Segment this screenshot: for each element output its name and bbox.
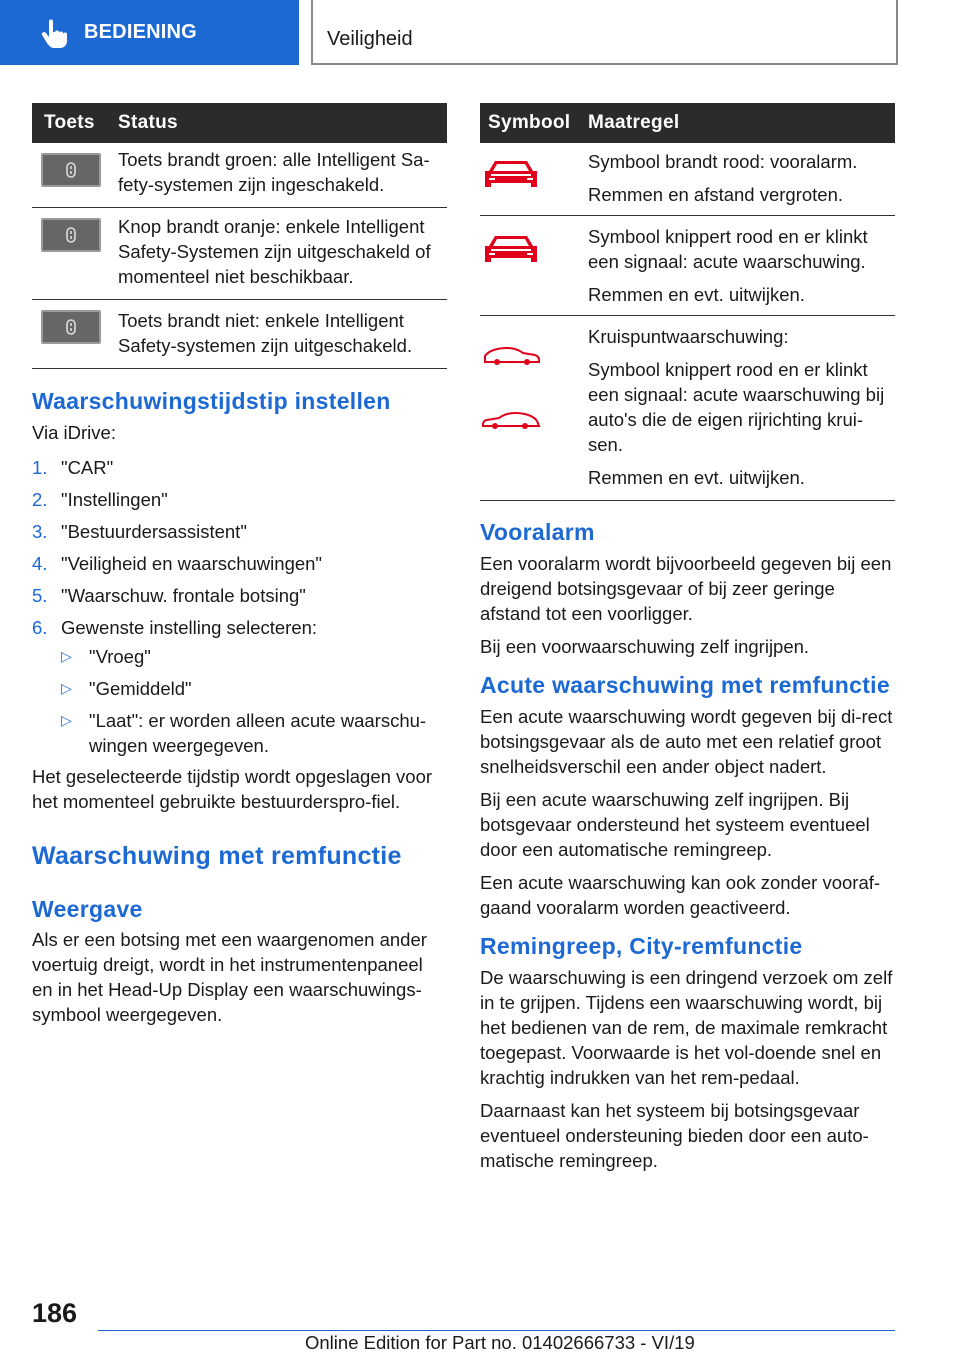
list-item: 6. Gewenste instelling selecteren: ▷ "Vroeg" ▷ "Gemiddeld" ▷ "Laat": er worden alleen acute waarschu-wingen weergegeven. <box>32 615 447 758</box>
intelligent-safety-button-icon <box>41 218 101 252</box>
section-tab <box>0 0 299 65</box>
right-column <box>480 519 895 1173</box>
hand-pointer-icon <box>34 13 74 53</box>
table-header-maatregel: Maatregel <box>587 103 895 143</box>
edition-text: Online Edition for Part no. 01402666733 - VI/19 <box>305 1332 695 1353</box>
table-row <box>480 143 895 216</box>
measure-line: Remmen en afstand vergroten. <box>588 184 844 205</box>
crossing-traffic-icon <box>481 338 541 438</box>
status-text: Toets brandt groen: alle Intelligent Sa-fety-systemen zijn ingeschakeld. <box>117 143 447 208</box>
measure-line: Symbool knippert rood en er klinkt een signaal: acute waarschuwing bij auto's die de eigen rijrichting krui-sen. <box>588 359 885 455</box>
heading-acute-warning: Acute waarschuwing met remfunctie <box>480 672 890 698</box>
measure-line: Kruispuntwaarschuwing: <box>588 326 789 347</box>
status-text: Toets brandt niet: enkele Intelligent Safety-systemen zijn uitgeschakeld. <box>117 300 447 369</box>
table-header-toets: Toets <box>32 103 117 143</box>
measure-line: Symbool brandt rood: vooralarm. <box>588 151 858 172</box>
heading-city-brake: Remingreep, City-remfunctie <box>480 933 803 959</box>
heading-prealarm: Vooralarm <box>480 519 595 545</box>
list-item: 5. "Waarschuw. frontale botsing" <box>32 585 306 606</box>
status-table <box>32 103 447 369</box>
table-header-symbool: Symbool <box>480 103 587 143</box>
heading-brake-warning: Waarschuwing met remfunctie <box>32 842 402 870</box>
symbol-table <box>480 103 895 501</box>
saved-note: Het geselecteerde tijdstip wordt opgeslagen voor het momenteel gebruikte bestuurderspro-fiel. <box>32 766 433 812</box>
table-row <box>32 208 447 300</box>
intelligent-safety-button-icon <box>41 153 101 187</box>
table-row <box>480 316 895 501</box>
table-row <box>32 143 447 208</box>
via-idrive: Via iDrive: <box>32 422 116 443</box>
chapter-title: Veiligheid <box>327 28 413 50</box>
measure-line: Symbool knippert rood en er klinkt een signaal: acute waarschuwing. <box>588 226 868 272</box>
intelligent-safety-button-icon <box>41 310 101 344</box>
left-column <box>32 388 447 1027</box>
acute-text: Een acute waarschuwing kan ook zonder vooraf-gaand vooralarm worden geactiveerd. <box>480 872 881 918</box>
city-text: De waarschuwing is een dringend verzoek om zelf in te grijpen. Tijdens een waarschuwing wordt, bij het bedienen van de rem, de maximale remkracht toegepast. Voorwaarde is het vol-doende snel en krachtig indrukken van het rem-pedaal. <box>480 967 893 1088</box>
list-item: 4. "Veiligheid en waarschuwingen" <box>32 553 322 574</box>
triangle-bullet-icon: ▷ <box>61 648 72 664</box>
table-row <box>480 216 895 316</box>
chapter-header <box>311 0 898 65</box>
option-item: ▷ "Gemiddeld" <box>61 678 192 699</box>
city-text: Daarnaast kan het systeem bij botsingsgevaar eventueel ondersteuning bieden door een auto-matische remingreep. <box>480 1100 869 1171</box>
option-list <box>61 644 447 758</box>
heading-display: Weergave <box>32 896 143 922</box>
section-label: BEDIENING <box>84 21 197 43</box>
option-item: ▷ "Vroeg" <box>61 646 151 667</box>
list-item: 1. "CAR" <box>32 457 114 478</box>
table-row <box>32 300 447 369</box>
prealarm-text: Een vooralarm wordt bijvoorbeeld gegeven bij een dreigend botsingsgevaar of bij zeer geringe afstand tot een voorligger. <box>480 553 892 624</box>
option-item: ▷ "Laat": er worden alleen acute waarschu-wingen weergegeven. <box>61 710 427 756</box>
car-warning-icon <box>481 157 541 191</box>
triangle-bullet-icon: ▷ <box>61 712 72 728</box>
display-text: Als er een botsing met een waargenomen ander voertuig dreigt, wordt in het instrumentenpaneel en in het Head-Up Display een waarschuwings-symbool weergegeven. <box>32 929 427 1025</box>
prealarm-text: Bij een voorwaarschuwing zelf ingrijpen. <box>480 636 810 657</box>
footer-divider <box>98 1330 895 1331</box>
list-item: 3. "Bestuurdersassistent" <box>32 521 247 542</box>
triangle-bullet-icon: ▷ <box>61 680 72 696</box>
car-warning-icon <box>481 232 541 266</box>
page-number: 186 <box>32 1298 78 1328</box>
list-item: 2. "Instellingen" <box>32 489 168 510</box>
settings-steps <box>32 455 447 758</box>
measure-line: Remmen en evt. uitwijken. <box>588 284 805 305</box>
heading-warning-timing: Waarschuwingstijdstip instellen <box>32 388 391 414</box>
measure-line: Remmen en evt. uitwijken. <box>588 467 805 488</box>
status-text: Knop brandt oranje: enkele Intelligent Safety-Systemen zijn uitgeschakeld of momenteel niet beschikbaar. <box>117 208 447 300</box>
acute-text: Bij een acute waarschuwing zelf ingrijpen. Bij botsgevaar ondersteund het systeem eventueel door een automatische remingreep. <box>480 789 870 860</box>
table-header-status: Status <box>117 103 447 143</box>
acute-text: Een acute waarschuwing wordt gegeven bij di-rect botsingsgevaar als de auto met een relatief groot snelheidsverschil een ander object nadert. <box>480 706 893 777</box>
